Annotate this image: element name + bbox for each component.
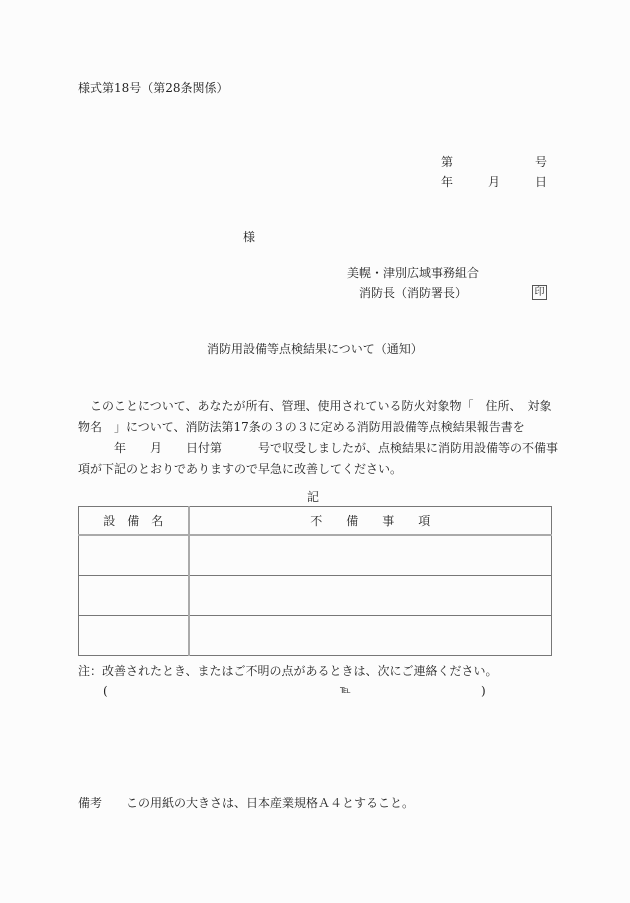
- date-year: 年: [441, 175, 454, 189]
- sender-organization: 美幌・津別広域事務組合: [347, 266, 480, 280]
- contact-paren-open: (: [103, 684, 108, 698]
- defect-item-cell[interactable]: [189, 576, 552, 616]
- tel-icon: ℡: [340, 685, 351, 696]
- body-line: 物名 」について、消防法第17条の３の３に定める消防用設備等点検結果報告書を: [78, 420, 525, 434]
- equipment-name-cell[interactable]: [79, 576, 189, 616]
- defect-item-cell[interactable]: [189, 535, 552, 576]
- header-defect-items: 不 備 事 項: [189, 507, 552, 536]
- document-title: 消防用設備等点検結果について（通知）: [207, 342, 423, 356]
- number-suffix: 号: [535, 155, 548, 169]
- body-line: 年 月 日付第 号で収受しましたが、点検結果に消防用設備等の不備事: [78, 441, 559, 455]
- table-row: [79, 616, 552, 656]
- sender-title: 消防長（消防署長）: [359, 286, 468, 300]
- table-row: [79, 576, 552, 616]
- form-id: 様式第18号（第28条関係）: [78, 81, 229, 95]
- remarks-text: この用紙の大きさは、日本産業規格Ａ４とすること。: [126, 796, 415, 810]
- number-prefix: 第: [441, 155, 454, 169]
- table-row: [79, 535, 552, 576]
- contact-paren-close: ): [481, 684, 486, 698]
- equipment-name-cell[interactable]: [79, 535, 189, 576]
- header-equipment-name: 設 備 名: [79, 507, 189, 536]
- table-header-row: [79, 507, 552, 536]
- contact-note: 注：改善されたとき、またはご不明の点があるときは、次にご連絡ください。: [78, 664, 498, 678]
- recipient-honorific: 様: [243, 230, 256, 244]
- date-day: 日: [535, 175, 548, 189]
- seal-stamp: 印: [532, 285, 547, 300]
- body-line: 項が下記のとおりでありますので早急に改善してください。: [78, 462, 403, 476]
- defect-item-cell[interactable]: [189, 616, 552, 656]
- ki-label: 記: [307, 490, 320, 504]
- defects-table: [78, 506, 552, 656]
- date-month: 月: [488, 175, 501, 189]
- remarks-label: 備考: [78, 796, 103, 810]
- body-paragraph: [78, 396, 559, 480]
- body-line: このことについて、あなたが所有、管理、使用されている防火対象物「 住所、 対象: [78, 399, 552, 413]
- equipment-name-cell[interactable]: [79, 616, 189, 656]
